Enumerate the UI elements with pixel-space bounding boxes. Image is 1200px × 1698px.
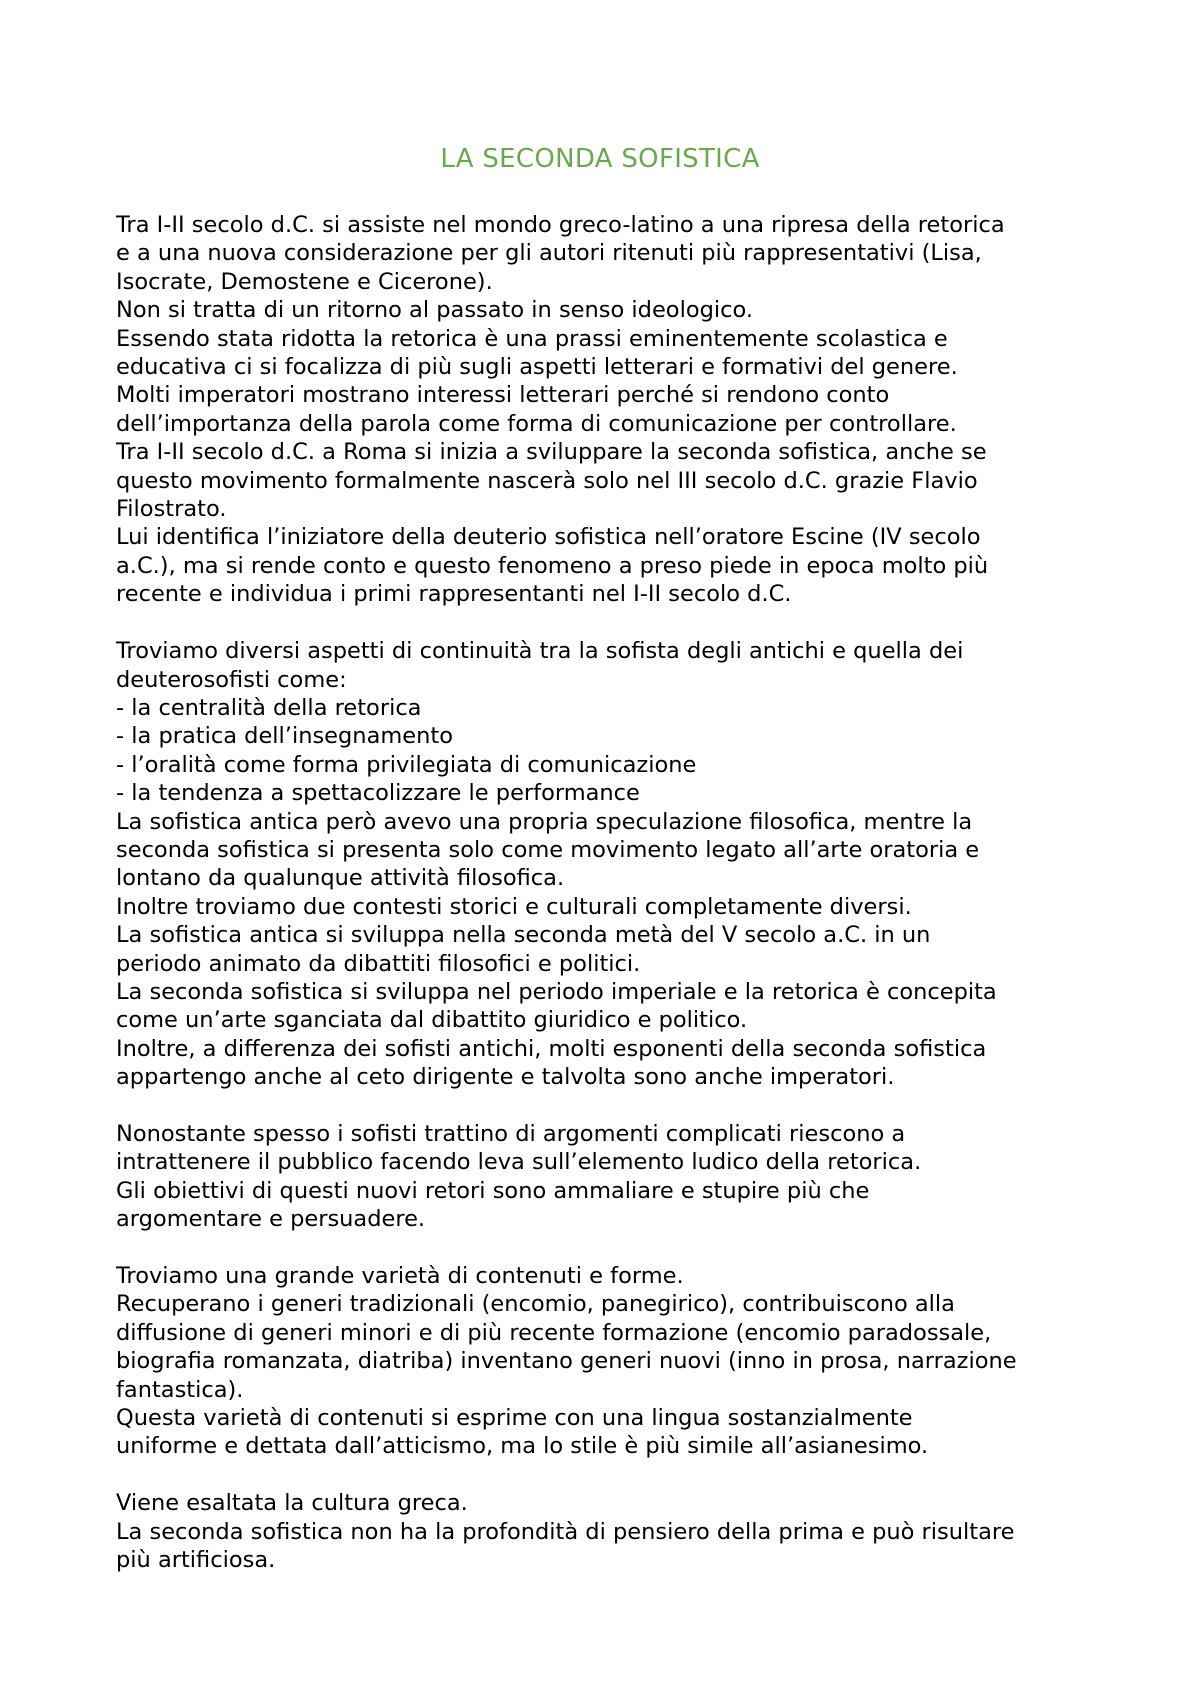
- text-line: - la pratica dell’insegnamento: [116, 723, 453, 750]
- text-line: Tra I-II secolo d.C. a Roma si inizia a sviluppare la seconda sofistica, anche se: [116, 439, 987, 466]
- blank-line: [116, 1461, 1116, 1489]
- text-line: dell’importanza della parola come forma di comunicazione per controllare.: [116, 410, 957, 437]
- text-line: Gli obiettivi di questi nuovi retori sono ammaliare e stupire più che: [116, 1177, 870, 1204]
- text-line: diffusione di generi minori e di più recente formazione (encomio paradossale,: [116, 1319, 992, 1346]
- text-line: più artificiosa.: [116, 1547, 276, 1574]
- text-line: Troviamo diversi aspetti di continuità tra la sofista degli antichi e quella dei: [116, 638, 964, 665]
- blank-line: [116, 1234, 1116, 1262]
- text-line: Tra I-II secolo d.C. si assiste nel mondo greco-latino a una ripresa della retorica: [116, 212, 1005, 238]
- text-line: La sofistica antica però avevo una propria speculazione filosofica, mentre la: [116, 808, 973, 835]
- text-line: periodo animato da dibattiti filosofici e politici.: [116, 950, 641, 977]
- text-line: - la tendenza a spettacolizzare le performance: [116, 780, 640, 807]
- text-line: educativa ci si focalizza di più sugli aspetti letterari e formativi del genere.: [116, 354, 958, 381]
- blank-line: [116, 609, 1116, 637]
- text-line: appartengo anche al ceto dirigente e talvolta sono anche imperatori.: [116, 1064, 895, 1091]
- text-line: Molti imperatori mostrano interessi letterari perché si rendono conto: [116, 382, 890, 409]
- blank-line: [116, 1092, 1116, 1120]
- text-line: La seconda sofistica si sviluppa nel periodo imperiale e la retorica è concepita: [116, 978, 997, 1005]
- text-line: Lui identifica l’iniziatore della deuterio sofistica nell’oratore Escine (IV secolo: [116, 524, 981, 551]
- text-line: Non si tratta di un ritorno al passato in senso ideologico.: [116, 297, 754, 324]
- text-line: Isocrate, Demostene e Cicerone).: [116, 268, 493, 295]
- text-line: fantastica).: [116, 1376, 244, 1403]
- text-line: La seconda sofistica non ha la profondità di pensiero della prima e può risultare: [116, 1518, 1015, 1545]
- text-line: a.C.), ma si rende conto e questo fenomeno a preso piede in epoca molto più: [116, 552, 989, 579]
- text-line: Troviamo una grande varietà di contenuti e forme.: [116, 1263, 684, 1290]
- text-line: biografia romanzata, diatriba) inventano generi nuovi (inno in prosa, narrazione: [116, 1348, 1017, 1375]
- text-line: questo movimento formalmente nascerà solo nel III secolo d.C. grazie Flavio: [116, 467, 978, 494]
- text-line: Inoltre troviamo due contesti storici e culturali completamente diversi.: [116, 893, 912, 920]
- text-line: Inoltre, a differenza dei sofisti antichi, molti esponenti della seconda sofistica: [116, 1035, 987, 1062]
- text-line: Viene esaltata la cultura greca.: [116, 1490, 468, 1517]
- document-body: [116, 211, 1116, 1575]
- text-line: La sofistica antica si sviluppa nella seconda metà del V secolo a.C. in un: [116, 922, 931, 949]
- text-line: argomentare e persuadere.: [116, 1206, 426, 1233]
- document-title: LA SECONDA SOFISTICA: [440, 144, 760, 174]
- text-line: - la centralità della retorica: [116, 694, 422, 721]
- text-line: e a una nuova considerazione per gli autori ritenuti più rappresentativi (Lisa,: [116, 240, 982, 267]
- text-line: uniforme e dettata dall’atticismo, ma lo stile è più simile all’asianesimo.: [116, 1433, 929, 1460]
- text-line: lontano da qualunque attività filosofica.: [116, 865, 565, 892]
- text-line: Filostrato.: [116, 496, 227, 523]
- text-line: come un’arte sganciata dal dibattito giuridico e politico.: [116, 1007, 748, 1034]
- text-line: Nonostante spesso i sofisti trattino di argomenti complicati riescono a: [116, 1121, 906, 1147]
- text-line: recente e individua i primi rappresentanti nel I-II secolo d.C.: [116, 581, 792, 608]
- text-line: intrattenere il pubblico facendo leva sull’elemento ludico della retorica.: [116, 1149, 922, 1176]
- text-line: Recuperano i generi tradizionali (encomio, panegirico), contribuiscono alla: [116, 1291, 955, 1318]
- text-line: seconda sofistica si presenta solo come movimento legato all’arte oratoria e: [116, 836, 980, 863]
- text-line: - l’oralità come forma privilegiata di comunicazione: [116, 751, 697, 778]
- text-line: Essendo stata ridotta la retorica è una prassi eminentemente scolastica e: [116, 325, 948, 352]
- text-line: Questa varietà di contenuti si esprime con una lingua sostanzialmente: [116, 1405, 913, 1432]
- text-line: deuterosofisti come:: [116, 666, 347, 693]
